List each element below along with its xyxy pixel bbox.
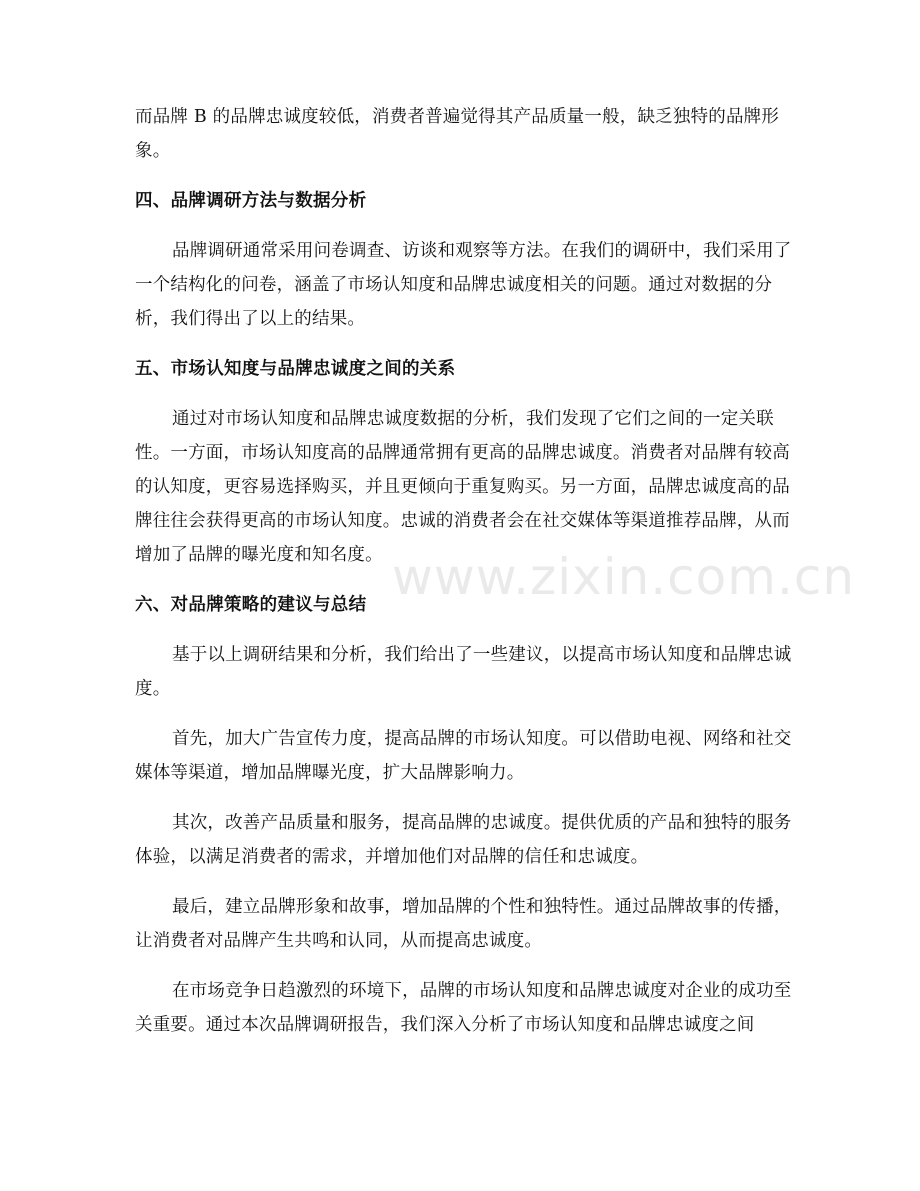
section-heading-6: 六、对品牌策略的建议与总结 xyxy=(135,595,367,615)
section-6-paragraph-5: 在市场竞争日趋激烈的环境下，品牌的市场认知度和品牌忠诚度对企业的成功至关重要。通过本次品牌调研报告，我们深入分析了市场认知度和品牌忠诚度之间 xyxy=(135,981,792,1035)
section-5-paragraph-1: 通过对市场认知度和品牌忠诚度数据的分析，我们发现了它们之间的一定关联性。一方面，市场认知度高的品牌通常拥有更高的品牌忠诚度。消费者对品牌有较高的认知度，更容易选择购买，并且更倾向于重复购买。另一方面，品牌忠诚度高的品牌往往会获得更高的市场认知度。忠诚的消费者会在社交媒体等渠道推荐品牌，从而增加了品牌的曝光度和知名度。 xyxy=(135,409,790,565)
section-heading-5: 五、市场认知度与品牌忠诚度之间的关系 xyxy=(135,359,456,379)
continuation-paragraph: 而品牌 B 的品牌忠诚度较低，消费者普遍觉得其产品质量一般，缺乏独特的品牌形象。 xyxy=(135,107,780,161)
section-6-paragraph-4: 最后，建立品牌形象和故事，增加品牌的个性和独特性。通过品牌故事的传播，让消费者对品牌产生共鸣和认同，从而提高忠诚度。 xyxy=(135,897,792,951)
section-6-paragraph-1: 基于以上调研结果和分析，我们给出了一些建议，以提高市场认知度和品牌忠诚度。 xyxy=(135,645,792,699)
section-heading-4: 四、品牌调研方法与数据分析 xyxy=(135,191,367,211)
section-4-paragraph-1: 品牌调研通常采用问卷调查、访谈和观察等方法。在我们的调研中，我们采用了一个结构化的问卷，涵盖了市场认知度和品牌忠诚度相关的问题。通过对数据的分析，我们得出了以上的结果。 xyxy=(135,241,792,329)
section-6-paragraph-3: 其次，改善产品质量和服务，提高品牌的忠诚度。提供优质的产品和独特的服务体验，以满足消费者的需求，并增加他们对品牌的信任和忠诚度。 xyxy=(135,813,792,867)
section-6-paragraph-2: 首先，加大广告宣传力度，提高品牌的市场认知度。可以借助电视、网络和社交媒体等渠道，增加品牌曝光度，扩大品牌影响力。 xyxy=(135,729,792,783)
document-body xyxy=(135,100,795,1058)
watermark-text: www.zixin.com.cn xyxy=(392,548,856,606)
